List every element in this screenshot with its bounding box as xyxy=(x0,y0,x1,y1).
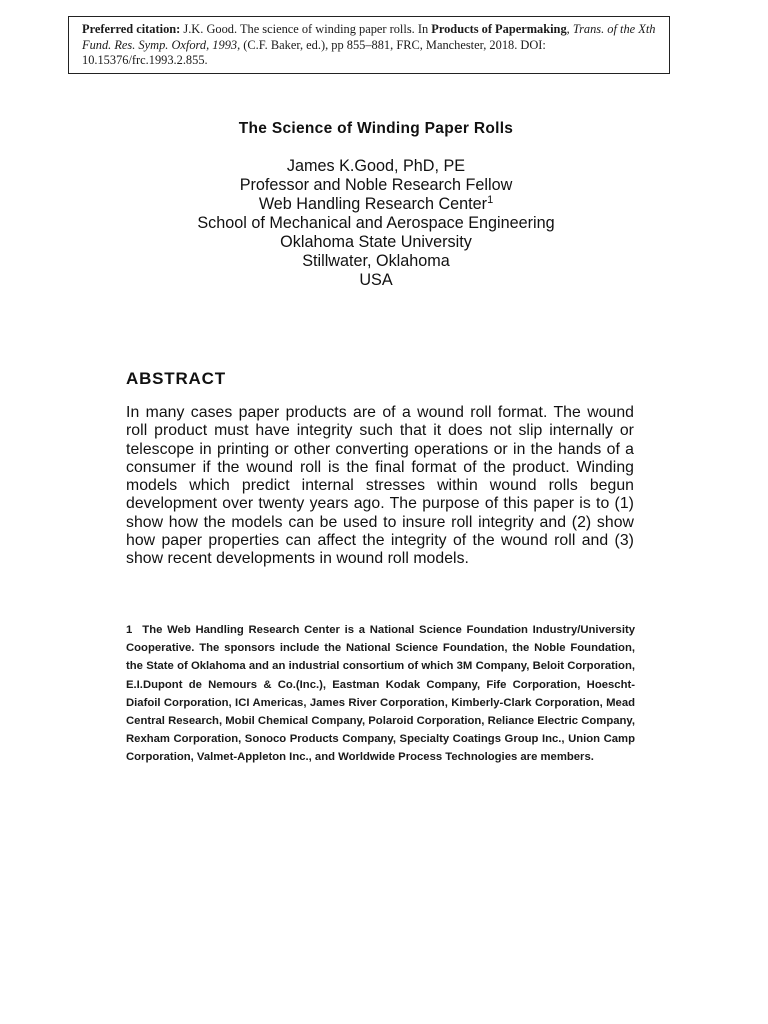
author-footnote-marker: 1 xyxy=(487,194,494,206)
abstract-heading: ABSTRACT xyxy=(126,369,226,388)
citation-separator: , xyxy=(566,22,573,36)
paper-title: The Science of Winding Paper Rolls xyxy=(238,120,514,137)
footnote xyxy=(126,621,635,767)
citation-series: Trans. of the Xth Fund. Res. Symp. Oxford, 1993 xyxy=(82,22,656,52)
author-position: Professor and Noble Research Fellow xyxy=(239,176,513,194)
abstract-body: In many cases paper products are of a wound roll format. The wound roll product must have integrity such that it does not slip internally or telescope in printing or other converting operations or in the hands of a consumer if the wound roll is the final format of the product. Winding models which predict internal stresses within wound rolls begun development over twenty years ago. The purpose of this paper is to (1) show how the models can be used to insure roll integrity and (2) show how paper properties can affect the integrity of the wound roll and (3) show recent developments in wound roll models. xyxy=(126,404,634,568)
citation-details: , (C.F. Baker, ed.), pp 855–881, FRC, Manchester, 2018. DOI: 10.15376/frc.1993.2.855. xyxy=(82,37,546,67)
author-center-name: Web Handling Research Center xyxy=(258,195,488,213)
citation-box xyxy=(68,16,670,74)
author-country: USA xyxy=(359,271,393,289)
author-name: James K.Good, PhD, PE xyxy=(286,157,466,175)
footnote-marker: 1 xyxy=(126,624,133,636)
footnote-text: The Web Handling Research Center is a National Science Foundation Industry/University Cooperative. The sponsors include the National Science Foundation, the Noble Foundation, the State of Oklahoma and an industrial consortium of which 3M Company, Beloit Corporation, E.I.Dupont de Nemours & Co.(Inc.), Eastman Kodak Company, Fife Corporation, Hoescht-Diafoil Corporation, ICI Americas, James River Corporation, Kimberly-Clark Corporation, Mead Central Research, Mobil Chemical Company, Polaroid Corporation, Reliance Electric Company, Rexham Corporation, Sonoco Products Company, Specialty Coatings Group Inc., Union Camp Corporation, Valmet-Appleton Inc., and Worldwide Process Technologies are members. xyxy=(126,624,635,764)
citation-text: J.K. Good. The science of winding paper rolls. In xyxy=(180,22,432,36)
author-university: Oklahoma State University xyxy=(280,233,472,251)
author-block xyxy=(0,157,752,290)
citation-book-title: Products of Papermaking xyxy=(431,22,567,36)
citation-label: Preferred citation: xyxy=(82,22,181,36)
author-city: Stillwater, Oklahoma xyxy=(302,252,450,270)
author-school: School of Mechanical and Aerospace Engineering xyxy=(197,214,555,232)
author-center xyxy=(0,195,752,214)
